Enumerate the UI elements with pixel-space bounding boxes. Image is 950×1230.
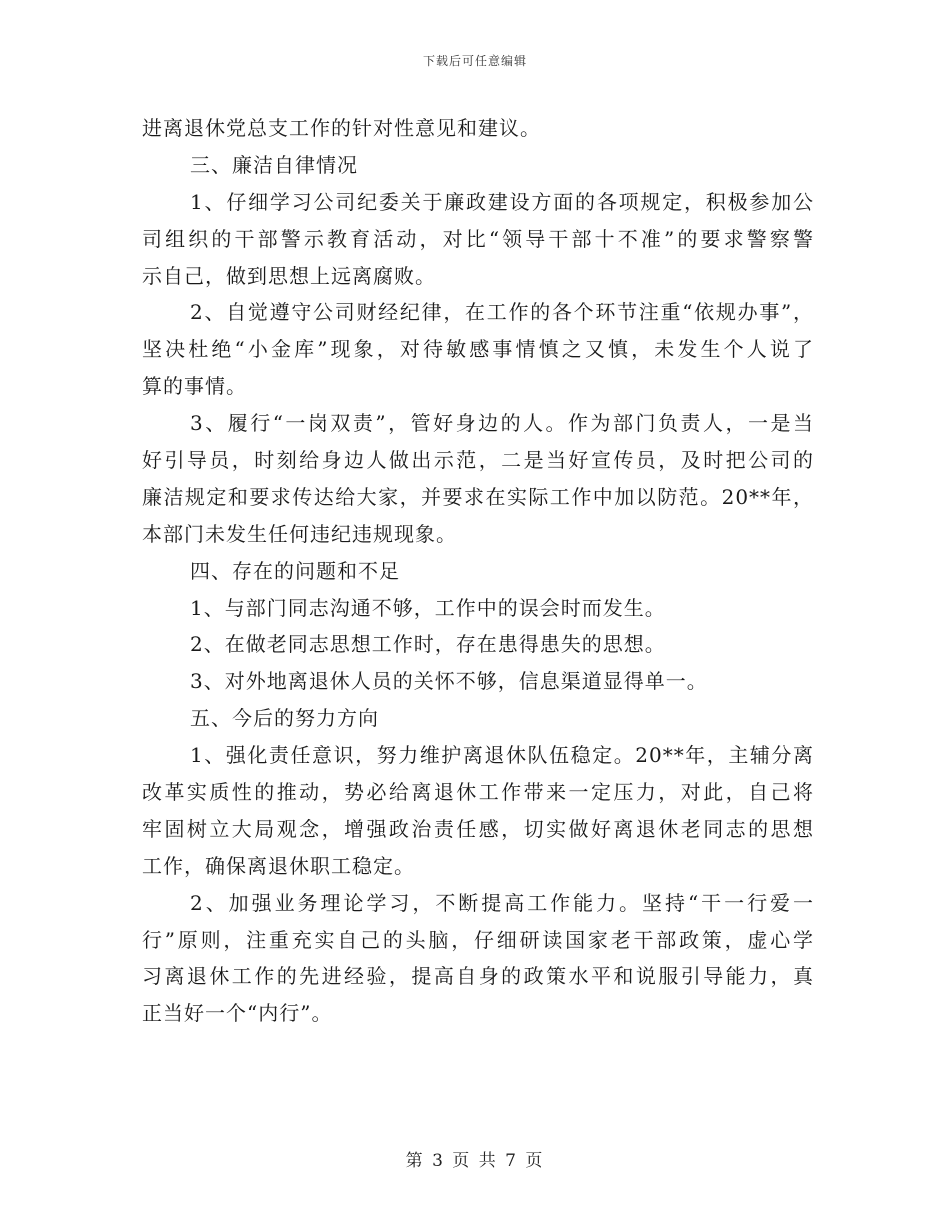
- text-line: 行”原则，注重充实自己的头脑，仔细研读国家老干部政策，虚心学: [142, 927, 814, 952]
- text-line: 3、对外地离退休人员的关怀不够，信息渠道显得单一。: [190, 669, 708, 694]
- text-line: 牢固树立大局观念，增强政治责任感，切实做好离退休老同志的思想: [142, 816, 814, 841]
- text-line: 1、与部门同志沟通不够，工作中的误会时而发生。: [190, 595, 666, 620]
- text-line: 进离退休党总支工作的针对性意见和建议。: [142, 116, 541, 140]
- text-line: 2、加强业务理论学习，不断提高工作能力。坚持“干一行爱一: [190, 890, 814, 915]
- text-line: 2、自觉遵守公司财经纪律，在工作的各个环节注重“依规办事”，: [190, 300, 814, 325]
- text-line: 1、强化责任意识，努力维护离退休队伍稳定。20**年，主辅分离: [190, 743, 814, 768]
- text-line: 本部门未发生任何违纪违规现象。: [142, 521, 457, 546]
- text-line: 好引导员，时刻给身边人做出示范，二是当好宣传员，及时把公司的: [142, 448, 814, 473]
- text-line: 2、在做老同志思想工作时，存在患得患失的思想。: [190, 632, 666, 657]
- text-line: 廉洁规定和要求传达给大家，并要求在实际工作中加以防范。20**年，: [142, 484, 814, 509]
- text-line: 四、存在的问题和不足: [190, 558, 400, 583]
- text-line: 示自己，做到思想上远离腐败。: [142, 263, 436, 288]
- document-body: [142, 110, 814, 1032]
- text-line: 1、仔细学习公司纪委关于廉政建设方面的各项规定，积极参加公: [190, 189, 814, 214]
- text-line: 三、廉洁自律情况: [190, 152, 358, 177]
- page-number: 第 3 页 共 7 页: [405, 1151, 545, 1171]
- text-line: 3、履行“一岗双责”，管好身边的人。作为部门负责人，一是当: [190, 411, 814, 436]
- page-header: 下载后可任意编辑: [422, 54, 527, 68]
- text-line: 司组织的干部警示教育活动，对比“领导干部十不准”的要求警察警: [142, 226, 814, 251]
- text-line: 算的事情。: [142, 374, 247, 399]
- text-line: 改革实质性的推动，势必给离退休工作带来一定压力，对此，自己将: [142, 780, 814, 805]
- text-line: 工作，确保离退休职工稳定。: [142, 853, 415, 878]
- text-line: 正当好一个“内行”。: [142, 1001, 333, 1026]
- text-line: 五、今后的努力方向: [190, 706, 379, 731]
- text-line: 习离退休工作的先进经验，提高自身的政策水平和说服引导能力，真: [142, 964, 814, 989]
- text-line: 坚决杜绝“小金库”现象，对待敏感事情慎之又慎，未发生个人说了: [142, 337, 814, 362]
